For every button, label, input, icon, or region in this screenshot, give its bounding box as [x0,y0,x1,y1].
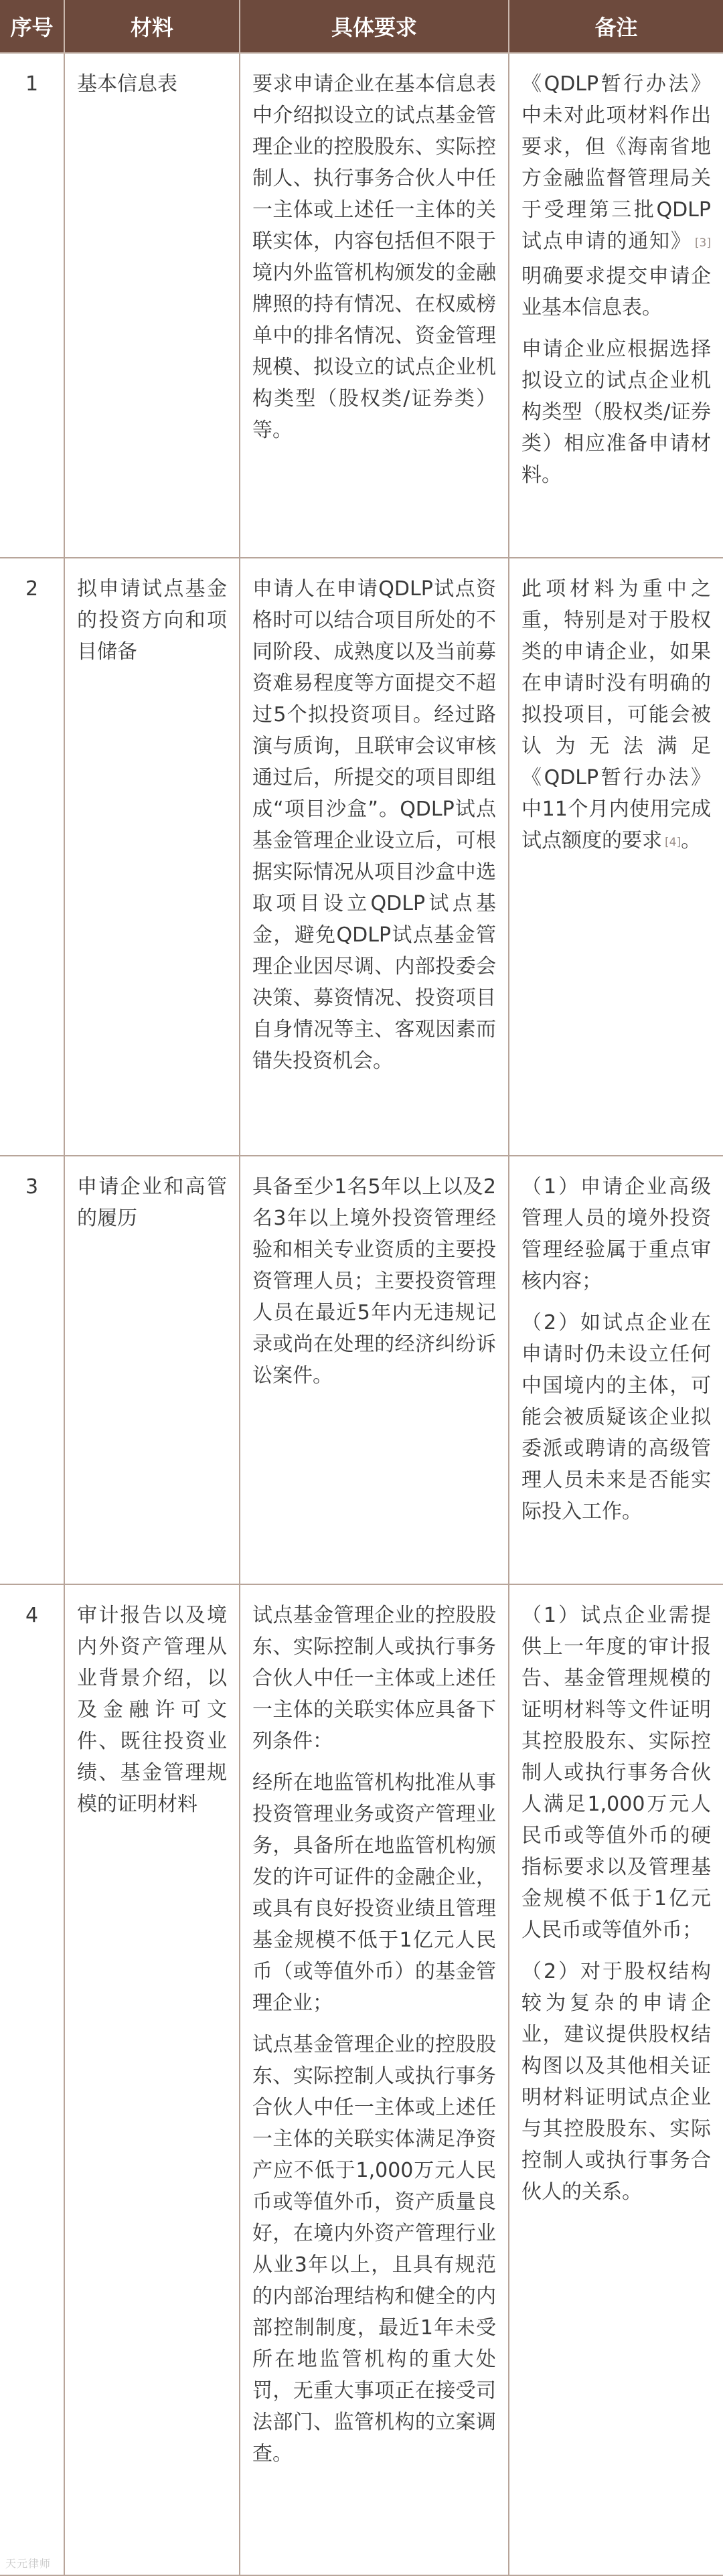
material-cell: 基本信息表 [64,53,240,558]
requirement-paragraph: 要求申请企业在基本信息表中介绍拟设立的试点基金管理企业的控股股东、实际控制人、执行事务合伙人中任一主体或上述任一主体的关联实体，内容包括但不限于境内外监管机构颁发的金融牌照的持有情况、在权威榜单中的排名情况、资金管理规模、拟设立的试点企业机构类型（股权类/证券类）等。 [252,72,496,442]
row-number: 1 [0,53,64,558]
requirement-cell [240,53,509,558]
note-paragraph: 此项材料为重中之重，特别是对于股权类的申请企业，如果在申请时没有明确的拟投项目，可能会被认为无法满足《QDLP暂行办法》中11个月内使用完成试点额度的要求 [4]。 [521,577,711,852]
note-paragraph: 《QDLP暂行办法》中未对此项材料作出要求，但《海南省地方金融监督管理局关于受理第三批QDLP试点申请的通知》 [3]明确要求提交申请企业基本信息表。 [521,72,711,319]
footnote-ref[interactable]: [4] [665,836,681,849]
requirement-cell [240,1156,509,1584]
note-paragraph: （1）试点企业需提供上一年度的审计报告、基金管理规模的证明材料等文件证明其控股股东、实际控制人或执行事务合伙人满足1,000万元人民币或等值外币的硬指标要求以及管理基金规模不低于1亿元人民币或等值外币； [521,1604,711,1942]
requirement-paragraph: 经所在地监管机构批准从事投资管理业务或资产管理业务，具备所在地监管机构颁发的许可证件的金融企业，或具有良好投资业绩且管理基金规模不低于1亿元人民币（或等值外币）的基金管理企业； [252,1771,496,2015]
material-cell: 审计报告以及境内外资产管理从业背景介绍，以及金融许可文件、既往投资业绩、基金管理规模的证明材料 [64,1584,240,2575]
note-cell [509,1584,723,2575]
requirement-paragraph: 试点基金管理企业的控股股东、实际控制人或执行事务合伙人中任一主体或上述任一主体的关联实体满足净资产应不低于1,000万元人民币或等值外币，资产质量良好，在境内外资产管理行业从业3年以上，且具有规范的内部治理结构和健全的内部控制制度，最近1年未受所在地监管机构的重大处罚，无重大事项正在接受司法部门、监管机构的立案调查。 [252,2033,496,2466]
row-number: 3 [0,1156,64,1584]
table-row [0,1156,723,1584]
footnote-ref[interactable]: [3] [694,236,711,250]
watermark: 天元律师 [5,2557,52,2570]
requirement-paragraph: 试点基金管理企业的控股股东、实际控制人或执行事务合伙人中任一主体或上述任一主体的关联实体应具备下列条件： [252,1604,496,1753]
header-number: 序号 [0,0,64,53]
table-header-row [0,0,723,53]
header-requirement: 具体要求 [240,0,509,53]
note-cell [509,53,723,558]
note-paragraph: （2）如试点企业在申请时仍未设立任何中国境内的主体，可能会被质疑该企业拟委派或聘请的高级管理人员未来是否能实际投入工作。 [521,1311,711,1523]
note-paragraph: （2）对于股权结构较为复杂的申请企业，建议提供股权结构图以及其他相关证明材料证明试点企业与其控股股东、实际控制人或执行事务合伙人的关系。 [521,1960,711,2204]
requirement-paragraph: 具备至少1名5年以上以及2名3年以上境外投资管理经验和相关专业资质的主要投资管理人员；主要投资管理人员在最近5年内无违规记录或尚在处理的经济纠纷诉讼案件。 [252,1175,496,1387]
requirement-cell [240,1584,509,2575]
header-note: 备注 [509,0,723,53]
table-row [0,558,723,1156]
row-number: 2 [0,558,64,1156]
material-cell: 申请企业和高管的履历 [64,1156,240,1584]
note-cell [509,558,723,1156]
requirement-paragraph: 申请人在申请QDLP试点资格时可以结合项目所处的不同阶段、成熟度以及当前募资难易程度等方面提交不超过5个拟投资项目。经过路演与质询，且联审会议审核通过后，所提交的项目即组成“项目沙盒”。QDLP试点基金管理企业设立后，可根据实际情况从项目沙盒中选取项目设立QDLP试点基金，避免QDLP试点基金管理企业因尽调、内部投委会决策、募资情况、投资项目自身情况等主、客观因素而错失投资机会。 [252,577,496,1073]
row-number: 4 [0,1584,64,2575]
table-row [0,53,723,558]
material-cell: 拟申请试点基金的投资方向和项目储备 [64,558,240,1156]
requirement-cell [240,558,509,1156]
note-paragraph: 申请企业应根据选择拟设立的试点企业机构类型（股权类/证券类）相应准备申请材料。 [521,337,711,487]
note-cell [509,1156,723,1584]
table-row [0,1584,723,2575]
header-material: 材料 [64,0,240,53]
note-paragraph: （1）申请企业高级管理人员的境外投资管理经验属于重点审核内容； [521,1175,711,1293]
